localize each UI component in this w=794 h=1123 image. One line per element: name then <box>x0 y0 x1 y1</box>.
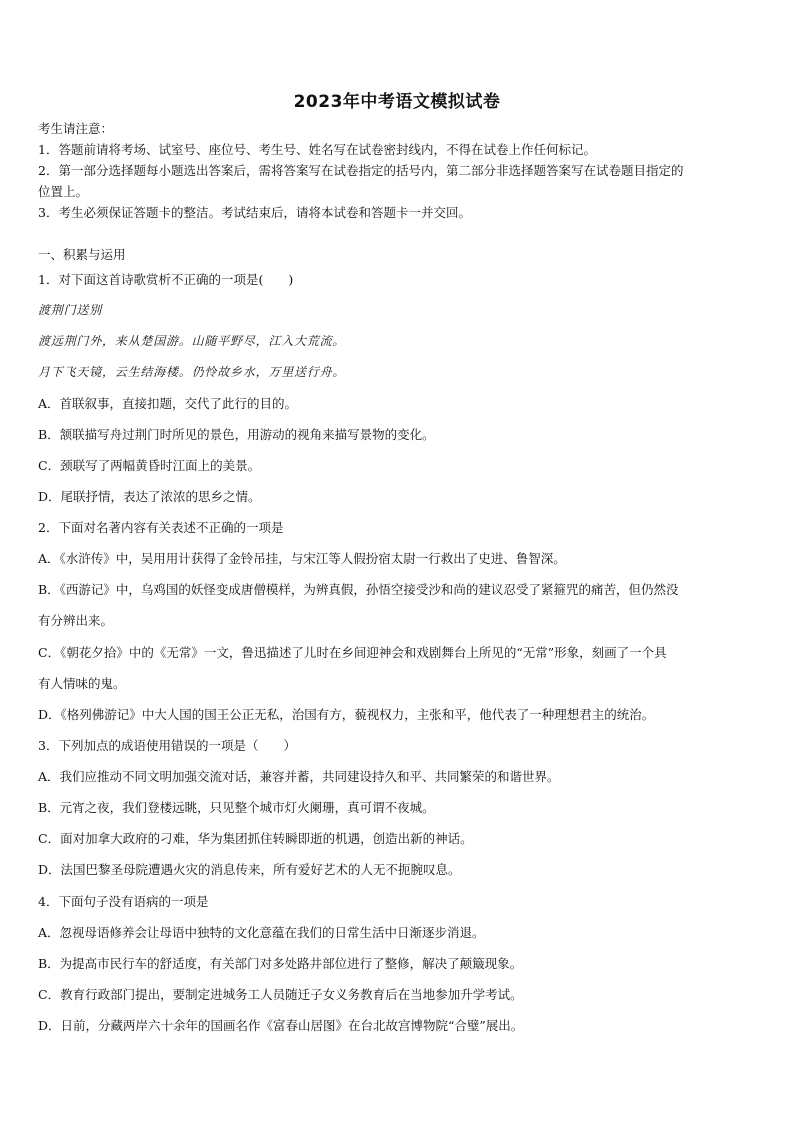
q1-option-c: C．颈联写了两幅黄昏时江面上的美景。 <box>38 458 261 473</box>
notice-item-2-cont: 位置上。 <box>38 184 89 199</box>
q1-poem-title: 渡荆门送别 <box>38 303 103 317</box>
q4-option-a: A．忽视母语修养会让母语中独特的文化意蕴在我们的日常生活中日渐逐步消退。 <box>38 925 485 940</box>
q3-option-d: D．法国巴黎圣母院遭遇火灾的消息传来，所有爱好艺术的人无不扼腕叹息。 <box>38 862 461 877</box>
q1-stem: 1．对下面这首诗歌赏析不正确的一项是( ) <box>38 272 294 287</box>
q2-option-c: C．《朝花夕拾》中的《无常》一文，鲁迅描述了儿时在乡间迎神会和戏剧舞台上所见的“无常”形象，刻画了一个具 <box>38 645 667 660</box>
notice-heading: 考生请注意： <box>38 121 114 136</box>
q3-option-b: B．元宵之夜，我们登楼远眺，只见整个城市灯火阑珊，真可谓不夜城。 <box>38 800 435 815</box>
q2-stem: 2．下面对名著内容有关表述不正确的一项是 <box>38 520 284 535</box>
q2-option-a: A．《水浒传》中，吴用用计获得了金铃吊挂，与宋江等人假扮宿太尉一行救出了史进、鲁智深。 <box>38 551 566 566</box>
q2-option-b: B．《西游记》中，乌鸡国的妖怪变成唐僧模样，为辨真假，孙悟空接受沙和尚的建议忍受了紧箍咒的痛苦，但仍然没 <box>38 582 679 597</box>
q1-option-a: A．首联叙事，直接扣题，交代了此行的目的。 <box>38 396 298 411</box>
q1-option-d: D．尾联抒情，表达了浓浓的思乡之情。 <box>38 489 261 504</box>
q2-option-c-cont: 有人情味的鬼。 <box>38 676 126 691</box>
page-title: 2023年中考语文模拟试卷 <box>293 92 501 112</box>
q2-option-d: D．《格列佛游记》中大人国的国王公正无私，治国有方，藐视权力，主张和平，他代表了一种理想君主的统治。 <box>38 707 655 722</box>
q3-option-a: A．我们应推动不同文明加强交流对话，兼容并蓄，共同建设持久和平、共同繁荣的和谐世界。 <box>38 769 560 784</box>
q4-option-c: C．教育行政部门提出，要制定进城务工人员随迁子女义务教育后在当地参加升学考试。 <box>38 987 523 1002</box>
q4-stem: 4．下面句子没有语病的一项是 <box>38 894 209 909</box>
q2-option-b-cont: 有分辨出来。 <box>38 613 114 628</box>
q1-poem-line-1: 渡远荆门外，来从楚国游。山随平野尽，江入大荒流。 <box>38 334 346 348</box>
q4-option-d: D．日前，分藏两岸六十余年的国画名作《富春山居图》在台北故宫博物院“合璧”展出。 <box>38 1018 524 1033</box>
notice-item-1: 1．答题前请将考场、试室号、座位号、考生号、姓名写在试卷密封线内，不得在试卷上作任何标记。 <box>38 142 596 157</box>
q3-option-c: C．面对加拿大政府的刁难，华为集团抓住转瞬即逝的机遇，创造出新的神话。 <box>38 831 473 846</box>
q3-stem: 3．下列加点的成语使用错误的一项是（ ） <box>38 738 296 753</box>
q1-poem-line-2: 月下飞天镜，云生结海楼。仍怜故乡水，万里送行舟。 <box>38 365 346 379</box>
notice-item-3: 3．考生必须保证答题卡的整洁。考试结束后，请将本试卷和答题卡一并交回。 <box>38 205 471 220</box>
q1-option-b: B．颔联描写舟过荆门时所见的景色，用游动的视角来描写景物的变化。 <box>38 427 435 442</box>
section-heading: 一、积累与运用 <box>38 247 126 262</box>
notice-item-2: 2．第一部分选择题每小题选出答案后，需将答案写在试卷指定的括号内，第二部分非选择题答案写在试卷题目指定的 <box>38 163 684 178</box>
q4-option-b: B．为提高市民行车的舒适度，有关部门对多处路井部位进行了整修，解决了颠簸现象。 <box>38 956 523 971</box>
